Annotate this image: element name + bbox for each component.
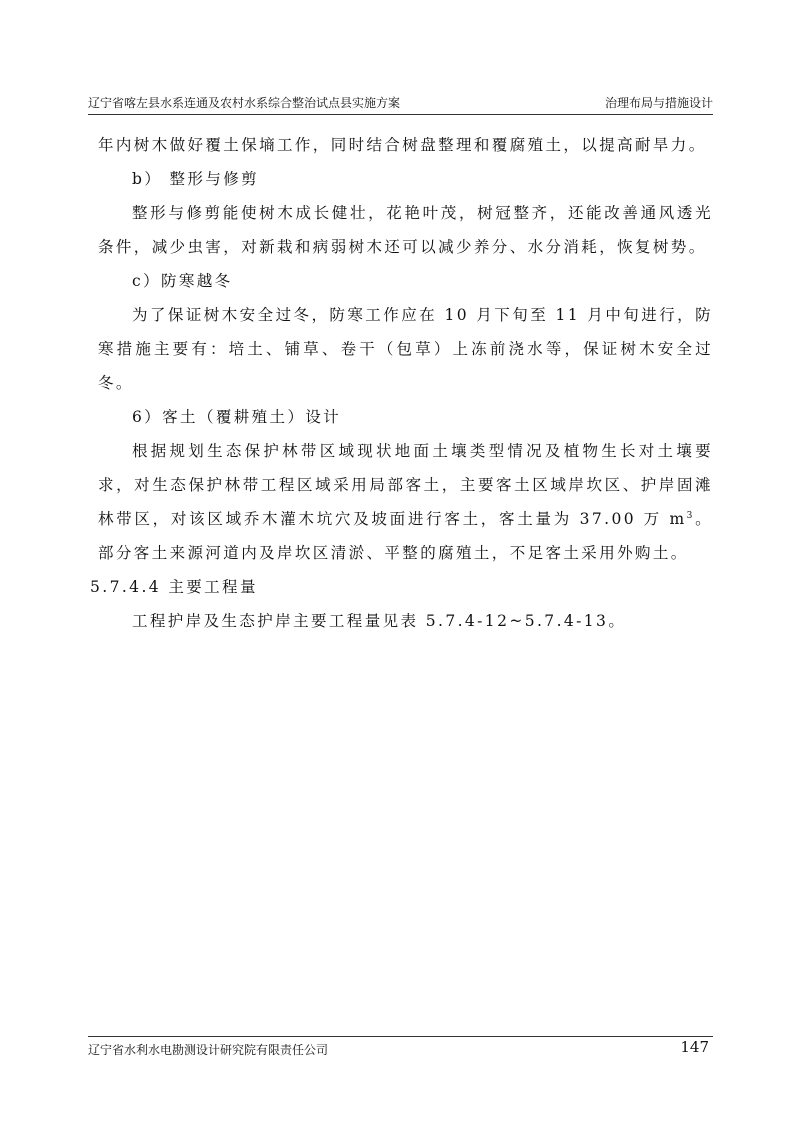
paragraph-winter-protection: 为了保证树木安全过冬，防寒工作应在 10 月下旬至 11 月中旬进行，防寒措施主要有：培土、铺草、卷干（包草）上冻前浇水等，保证树木安全过冬。 — [98, 306, 713, 392]
header-chapter-title: 治理布局与措施设计 — [604, 96, 713, 110]
unit-superscript: 3 — [686, 511, 695, 521]
subheading-soil-replacement: 6）客土（覆耕殖土）设计 — [132, 408, 342, 426]
page-number: 147 — [680, 1038, 709, 1056]
soil-replacement-text-tail: 。部分客土来源河道内及岸坎区清淤、平整的腐殖土，不足客土采用外购土。 — [98, 510, 713, 562]
subheading-winter-protection: c）防寒越冬 — [132, 272, 233, 290]
paragraph-soil-replacement — [98, 434, 713, 570]
subheading-pruning: b） 整形与修剪 — [132, 170, 260, 188]
paragraph-mulching: 年内树木做好覆土保墒工作，同时结合树盘整理和覆腐殖土，以提高耐旱力。 — [98, 136, 707, 154]
soil-replacement-text: 根据规划生态保护林带区域现状地面土壤类型情况及植物生长对土壤要求，对生态保护林带工程区域采用局部客土，主要客土区域岸坎区、护岸固滩林带区，对该区域乔木灌木坑穴及坡面进行客土，客土量为 37.00 万 m — [98, 442, 713, 528]
header-document-title: 辽宁省喀左县水系连通及农村水系综合整治试点县实施方案 — [88, 96, 401, 110]
page-footer — [88, 1036, 713, 1057]
page-header — [88, 92, 713, 115]
section-heading-quantities: 5.7.4.4 主要工程量 — [90, 578, 258, 596]
paragraph-pruning: 整形与修剪能使树木成长健壮，花艳叶茂，树冠整齐，还能改善通风透光条件，减少虫害，对新栽和病弱树木还可以减少养分、水分消耗，恢复树势。 — [98, 204, 713, 256]
paragraph-quantities: 工程护岸及生态护岸主要工程量见表 5.7.4-12~5.7.4-13。 — [132, 612, 627, 630]
footer-organization: 辽宁省水利水电勘测设计研究院有限责任公司 — [88, 1043, 329, 1057]
page-body — [90, 128, 713, 638]
